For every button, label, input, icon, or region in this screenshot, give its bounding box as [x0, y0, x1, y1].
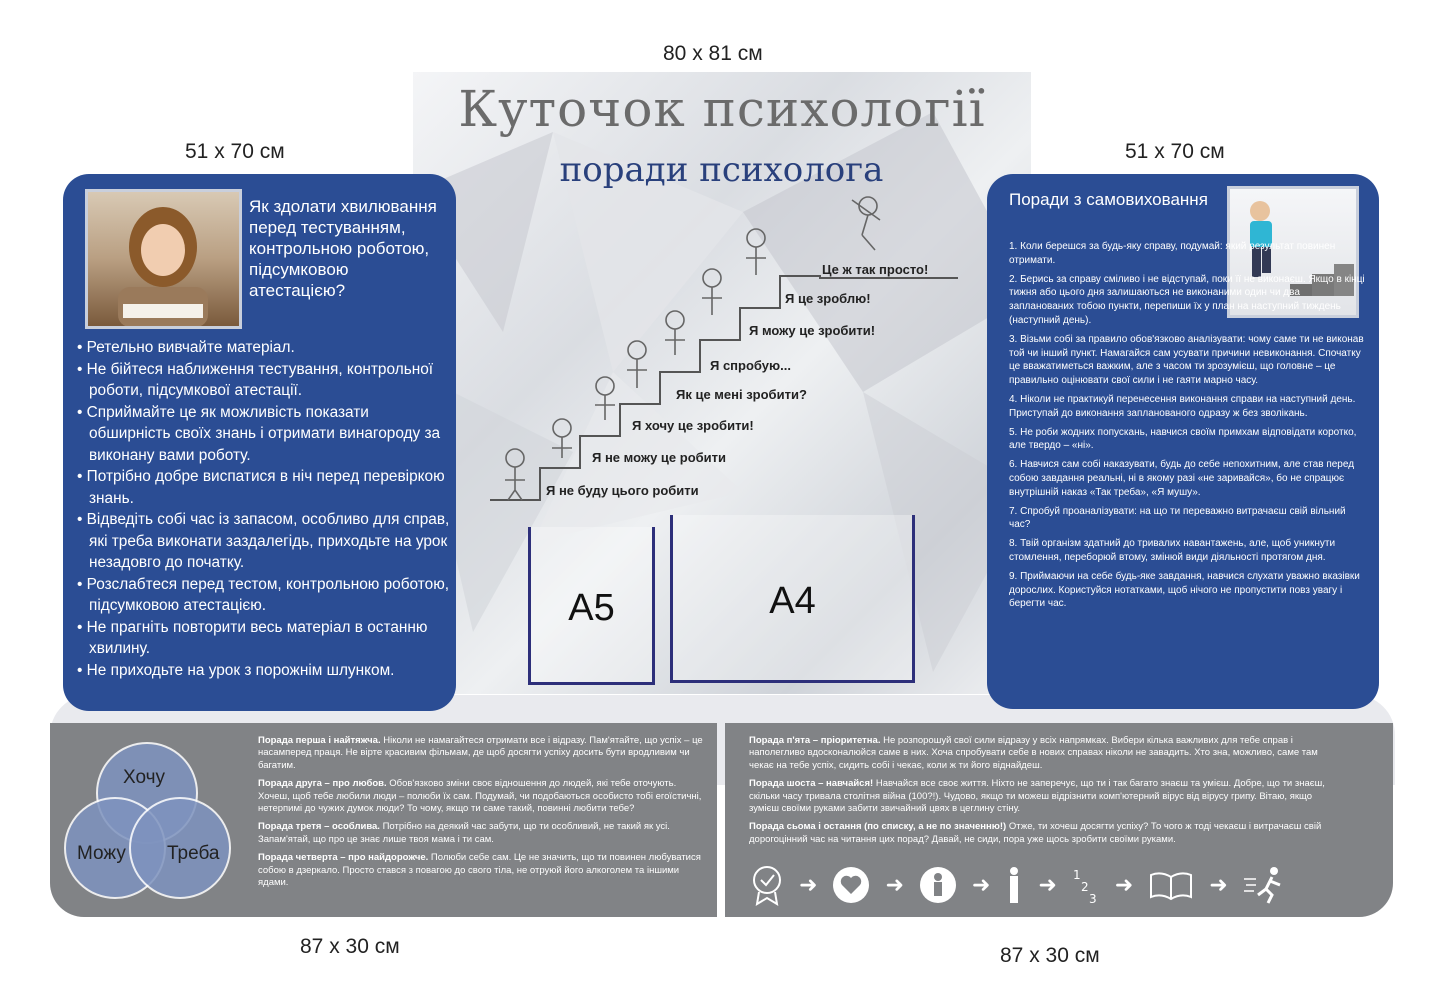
arrow-right-icon: ➜ [1114, 872, 1134, 897]
runner-icon [1242, 865, 1286, 905]
list-item: 9. Приймаючи на себе будь-яке завдання, навчися слухати уважно вказівки дорослих. Користуйся нотатками, щоб нічого не пропустити повз увагу і берегти час. [1009, 570, 1360, 610]
person-circle-icon [918, 865, 958, 905]
tip-title: Порада п'ята – пріоритетна. [749, 735, 881, 746]
stair-label: Я не можу це робити [592, 450, 727, 465]
book-icon [1147, 869, 1195, 901]
bottom-right-tips [749, 735, 1339, 852]
arrow-right-icon: ➜ [971, 872, 991, 897]
list-item: 4. Ніколи не практикуй перенесення виконання справи на наступний день. Приступай до виконання запланованого одразу ж без зволікань. [1009, 393, 1356, 419]
left-info-panel [63, 174, 456, 711]
girl-reading-photo [85, 189, 242, 329]
left-panel-list [75, 337, 453, 681]
tip-text: Навчайся все своє життя. Ніхто не заперечує, що ти і так багато знаєш та умієш. Добре, що ти знаєш, скільки часу тривала столітня війна (100?!). Чудово, якщо ти можеш відрізнити комп'ютерний вірус від вірусу грипу. Вітаю, якщо зумієш своїми руками забити звичайний цвях в цеглину стіну. [749, 778, 1325, 815]
stair-label: Як це мені зробити? [676, 387, 807, 402]
tip-paragraph [258, 821, 708, 846]
tip-title: Порада четверта – про найдорожче. [258, 852, 429, 864]
stair-label: Я можу це зробити! [749, 323, 876, 338]
stairs-drawing [480, 190, 970, 520]
pocket-a4 [670, 515, 915, 683]
tip-paragraph [749, 778, 1339, 815]
list-item: • Потрібно добре виспатися в ніч перед перевіркою знань. [75, 466, 453, 509]
steps-icon-row [749, 863, 1369, 907]
badge-icon [749, 864, 785, 906]
arrow-right-icon: ➜ [1038, 872, 1057, 897]
tip-paragraph [258, 735, 708, 772]
bottom-right-panel [725, 723, 1393, 917]
girl-illustration [88, 192, 239, 326]
right-info-panel [987, 174, 1379, 709]
tip-text: Не розпорошуй свої сили відразу у всіх напрямках. Вибери кілька важливих для тебе справ і наполегливо вдосконалюйся саме в них. Хоча спробувати себе в нових справах ніколи не завадить. Хто зна, можливо, саме там чекає на тебе успіх, сидить собі і чекає, коли ж ти його віднайдеш. [749, 735, 1318, 771]
stairs-illustration [480, 190, 970, 520]
list-item: • Ретельно вивчайте матеріал. [75, 337, 453, 359]
right-panel-list [1009, 240, 1365, 616]
list-item: 2. Берись за справу сміливо і не відступай, поки її не виконаєш. Якщо в кінці тижня або цього дня залишаються не виконаними один чи два запланованих тобою пункти, перепиши їх у план на наступний тиждень (наступний день). [1009, 273, 1365, 326]
list-item: • Розслабтеся перед тестом, контрольною роботою, підсумковою атестацією. [75, 574, 453, 617]
list-item: 7. Спробуй проаналізувати: на що ти переважно витрачаєш свій вільний час? [1009, 505, 1346, 531]
tip-title: Порада шоста – навчайся! [749, 778, 874, 790]
list-item: • Сприймайте це як можливість показати обширність своїх знань і отримати винагороду за виконану вами роботу. [75, 402, 453, 467]
stair-label: Я хочу це зробити! [632, 418, 754, 433]
tip-text: Полюби себе сам. Це не значить, що ти повинен любуватися собою в дзеркало. Просто стався з повагою до свого тіла, не отруюй його алкоголем та іншими ядами. [258, 852, 701, 889]
pocket-a5-label: A5 [568, 587, 615, 629]
list-item: 3. Візьми собі за правило обов'язково аналізувати: чому саме ти не виконав той чи інший пункт. Намагайся сам усувати причини невиконання. Спочатку це вважатиметься важким, але з часом ти зрозумієш, що головне – це правильно оцінювати свої сили і не гаяти марно часу. [1009, 333, 1364, 387]
bottom-left-tips [258, 735, 708, 895]
stair-label: Я спробую... [710, 358, 791, 373]
list-item: • Не прагніть повторити весь матеріал в останню хвилину. [75, 617, 453, 660]
svg-text:1: 1 [1072, 868, 1081, 882]
arrow-right-icon: ➜ [799, 872, 818, 897]
tip-title: Порада друга – про любов. [258, 778, 387, 790]
venn-label-left: Можу [77, 843, 126, 864]
tip-paragraph [258, 778, 708, 815]
arrow-right-icon: ➜ [885, 872, 904, 897]
svg-text:2: 2 [1080, 880, 1089, 894]
tip-text: Обов'язково зміни своє відношення до людей, які тебе оточують. Хочеш, щоб тебе любили люди – полюби їх сам. Подумай, чи подобаються особисто тобі егоїстичні, нетерпимі до чужих думок люди? То чому, якщо ти саме такий, повинні любити тебе? [258, 778, 702, 815]
stair-label: Я не буду цього робити [546, 483, 699, 498]
arrow-right-icon: ➜ [1209, 872, 1228, 897]
venn-diagram [50, 723, 250, 917]
bottom-left-panel [50, 723, 717, 917]
list-item: 6. Навчися сам собі наказувати, будь до себе непохитним, але став перед собою завдання реальні, ні в якому разі «не заривайся», бо не спрацює внутрішній наказ «Так треба», «Я мушу». [1009, 459, 1355, 498]
dimension-bottom-left: 87 x 30 см [300, 935, 400, 958]
dimension-left-panel: 51 x 70 см [185, 140, 285, 163]
stair-label: Це ж так просто! [822, 262, 929, 277]
dimension-center: 80 x 81 см [663, 42, 763, 65]
list-item: • Не бійтеся наближення тестування, контрольної роботи, підсумкової атестації. [75, 359, 453, 402]
tip-paragraph [749, 735, 1339, 772]
tip-title: Порада перша і найтяжча. [258, 735, 381, 746]
list-item: 5. Не роби жодних попускань, навчися своїм примхам відповідати коротко, але твердо – «ні». [1009, 426, 1357, 452]
right-panel-heading: Поради з самовиховання [1009, 190, 1208, 209]
dimension-bottom-right: 87 x 30 см [1000, 944, 1100, 967]
page-subtitle: поради психолога [559, 150, 884, 190]
list-item: • Не приходьте на урок з порожнім шлунком. [75, 660, 453, 682]
tip-text: Отже, ти хочеш досягти успіху? То чого ж тоді чекаєш і витрачаєш свій дорогоцінний час на читання цих порад? Давай, не сиди, пора уже щось зробити своїми руками. [749, 821, 1322, 845]
tip-paragraph [749, 821, 1339, 846]
tip-text: Ніколи не намагайтеся отримати все і відразу. Пам'ятайте, що успіх – це насамперед праця. Не вірте красивим фільмам, де щоб досягти успіху досить бути вродливим чи багатим. [258, 735, 703, 771]
pocket-a4-label: A4 [769, 580, 816, 622]
dimension-right-panel: 51 x 70 см [1125, 140, 1225, 163]
venn-label-right: Треба [167, 843, 220, 864]
svg-text:3: 3 [1088, 892, 1097, 905]
page-title: Куточок психології [458, 80, 986, 138]
list-item: 8. Твій організм здатний до тривалих навантажень, але, щоб уникнути стомлення, переборюй втому, змінюй види діяльності протягом дня. [1009, 538, 1336, 563]
tip-paragraph [258, 852, 708, 889]
stair-label: Я це зроблю! [785, 291, 871, 306]
left-panel-heading: Як здолати хвилювання перед тестуванням, контрольною роботою, підсумковою атестацією? [249, 197, 437, 300]
numbers-icon [1071, 865, 1101, 905]
pocket-a5 [528, 527, 655, 685]
heart-icon [831, 865, 871, 905]
list-item: 1. Коли берешся за будь-яку справу, подумай: який результат повинен отримати. [1009, 241, 1336, 266]
venn-label-top: Хочу [123, 767, 166, 788]
tip-title: Порада сьома і остання (по списку, а не по значенню!) [749, 821, 1007, 833]
tip-title: Порада третя – особлива. [258, 821, 380, 833]
tip-text: Потрібно на деякий час забути, що ти особливий, не такий як усі. Запам'ятай, що про це знає лише твоя мама і ти сам. [258, 821, 670, 845]
person-icon [1004, 865, 1024, 905]
list-item: • Відведіть собі час із запасом, особливо для справ, які треба виконати заздалегідь, приходьте на урок незадовго до початку. [75, 509, 453, 574]
